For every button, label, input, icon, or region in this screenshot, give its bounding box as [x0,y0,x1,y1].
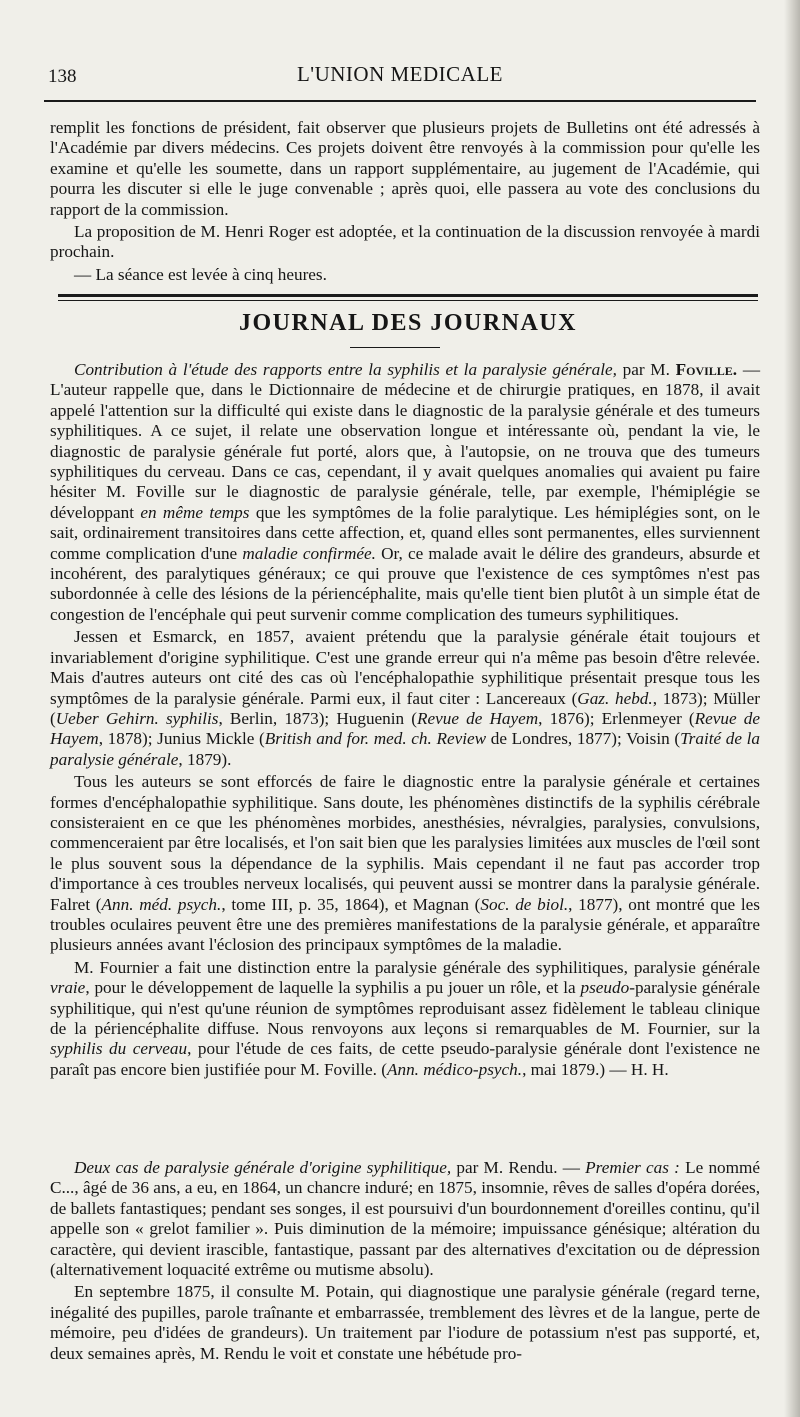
article-rendu [50,1158,760,1366]
page-spine-shadow [784,0,800,1417]
paragraph: — La séance est levée à cinq heures. [74,264,327,284]
paragraph: Contribution à l'étude des rapports entre la syphilis et la paralysie générale, par M. Foville. — L'auteur rappelle que, dans le Dictionnaire de médecine et de chirurgie pratiques, en 1878, il avait appelé l'attention sur la difficulté qui existe dans le diagnostic de la paralysie générale et des tumeurs syphilitiques. A ce sujet, il relate une observation longue et intéressante où, pendant la vie, le diagnostic de paralysie générale fut porté, alors que, à l'autopsie, on ne trouva que des tumeurs syphilitiques du cerveau. Dans ce cas, cependant, il y avait quelques anomalies qui avaient pu faire hésiter M. Foville sur le diagnostic de paralysie générale, telle, par exemple, l'hémiplégie se développant en même temps que les symptômes de la folie paralytique. Les hémiplégies sont, on le sait, ordinairement transitoires dans cette affection, et, quand elles sont permanentes, elles surviennent comme complication d'une maladie confirmée. Or, ce malade avait le délire des grandeurs, absurde et incohérent, des paralytiques généraux; ce qui prouve que l'existence de ces symptômes n'est pas subordonnée à celle des lésions de la périencéphalite, mais qu'elle tient bien plutôt à un simple état de congestion de l'encéphale qui peut survenir comme complication des tumeurs syphilitiques. [50,360,761,624]
paragraph: En septembre 1875, il consulte M. Potain, qui diagnostique une paralysie générale (regard terne, inégalité des pupilles, parole traînante et embarrassée, tremblement des lèvres et de la langue, perte de mémoire, peu d'idées de grandeurs). Un traitement par l'iodure de potassium n'est pas supporté, et, deux semaines après, M. Rendu le voit et constate une hébétude pro- [50,1282,760,1363]
academie-continuation [50,118,760,287]
heading-rule [350,347,440,348]
paragraph: remplit les fonctions de président, fait observer que plusieurs projets de Bulletins ont été adressés à l'Académie par divers médecins. Ces projets doivent être renvoyés à la commission pour qu'elle les examine et qu'elle les soumette, dans un rapport supplémentaire, au jugement de l'Académie, qui pourra les discuter si elle le juge convenable ; après quoi, elle passera au vote des conclusions du rapport de la commission. [50,118,760,219]
paragraph: La proposition de M. Henri Roger est adoptée, et la continuation de la discussion renvoyée à mardi prochain. [50,222,760,262]
article-title: Deux cas de paralysie générale d'origine syphilitique, [74,1158,452,1177]
section-heading: JOURNAL DES JOURNAUX [238,310,578,336]
article-foville [50,360,760,1082]
article-author: Foville. [675,360,738,379]
article-title: Contribution à l'étude des rapports entre la syphilis et la paralysie générale, [74,360,617,379]
header-rule [44,100,756,102]
paragraph: Deux cas de paralysie générale d'origine syphilitique, par M. Rendu. — Premier cas : Le nommé C..., âgé de 36 ans, a eu, en 1864, un chancre induré; en 1875, insomnie, rêves de salles d'opéra dorées, de ballets fantastiques; pendant ses songes, il est poursuivi d'un bourdonnement d'oreilles continu, qu'il appelle son « grelot familier ». Puis diminution de la mémoire; impuissance génésique; altération du caractère, qui devient irascible, fantastique, passant par des alternatives d'excitation ou de dépression (alternativement loquacité extrême ou mutisme absolu). [50,1158,760,1280]
page-header [44,60,756,92]
paragraph: Tous les auteurs se sont efforcés de faire le diagnostic entre la paralysie générale et certaines formes d'encéphalopathie syphilitique. Sans doute, les phénomènes distinctifs de la syphilis cérébrale consisteraient en ce que les phénomènes morbides, anesthésies, névralgies, paralysies, convulsions, commenceraient par être localisés, et l'on sait bien que les paralysies limitées aux muscles de l'œil sont le plus souvent sous la dépendance de la syphilis. Mais cependant il ne faut pas accorder trop d'importance à ces troubles nerveux localisés, qui peuvent aussi se montrer dans la paralysie générale. Falret (Ann. méd. psych., tome III, p. 35, 1864), et Magnan (Soc. de biol., 1877), ont montré que les troubles oculaires peuvent être une des premières manifestations de la paralysie générale, et apparaître plusieurs années avant l'éclosion des principaux symptômes de la maladie. [50,772,760,955]
paragraph: Jessen et Esmarck, en 1857, avaient prétendu que la paralysie générale était toujours et invariablement d'origine syphilitique. C'est une grande erreur qui n'a même pas besoin d'être relevée. Mais d'autres auteurs ont cité des cas où l'encéphalopathie syphilitique présentait presque tous les symptômes de la paralysie générale. Parmi eux, il faut citer : Lancereaux (Gaz. hebd., 1873); Müller (Ueber Gehirn. syphilis, Berlin, 1873); Huguenin (Revue de Hayem, 1876); Erlenmeyer (Revue de Hayem, 1878); Junius Mickle (British and for. med. ch. Review de Londres, 1877); Voisin (Traité de la paralysie générale, 1879). [50,627,761,769]
paragraph: M. Fournier a fait une distinction entre la paralysie générale des syphilitiques, paralysie générale vraie, pour le développement de laquelle la syphilis a pu jouer un rôle, et la pseudo-paralysie générale syphilitique, qui n'est qu'une réunion de symptômes reproduisant assez fidèlement le tableau clinique de la périencéphalite diffuse. Nous renvoyons aux leçons si remarquables de M. Fournier, sur la syphilis du cerveau, pour l'étude de ces faits, de cette pseudo-paralysie générale dont l'existence ne paraît pas encore bien justifiée pour M. Foville. (Ann. médico-psych., mai 1879.) — H. H. [50,957,760,1079]
running-title: L'UNION MEDICALE [296,62,503,86]
section-divider [58,294,758,302]
page-number: 138 [48,66,77,87]
